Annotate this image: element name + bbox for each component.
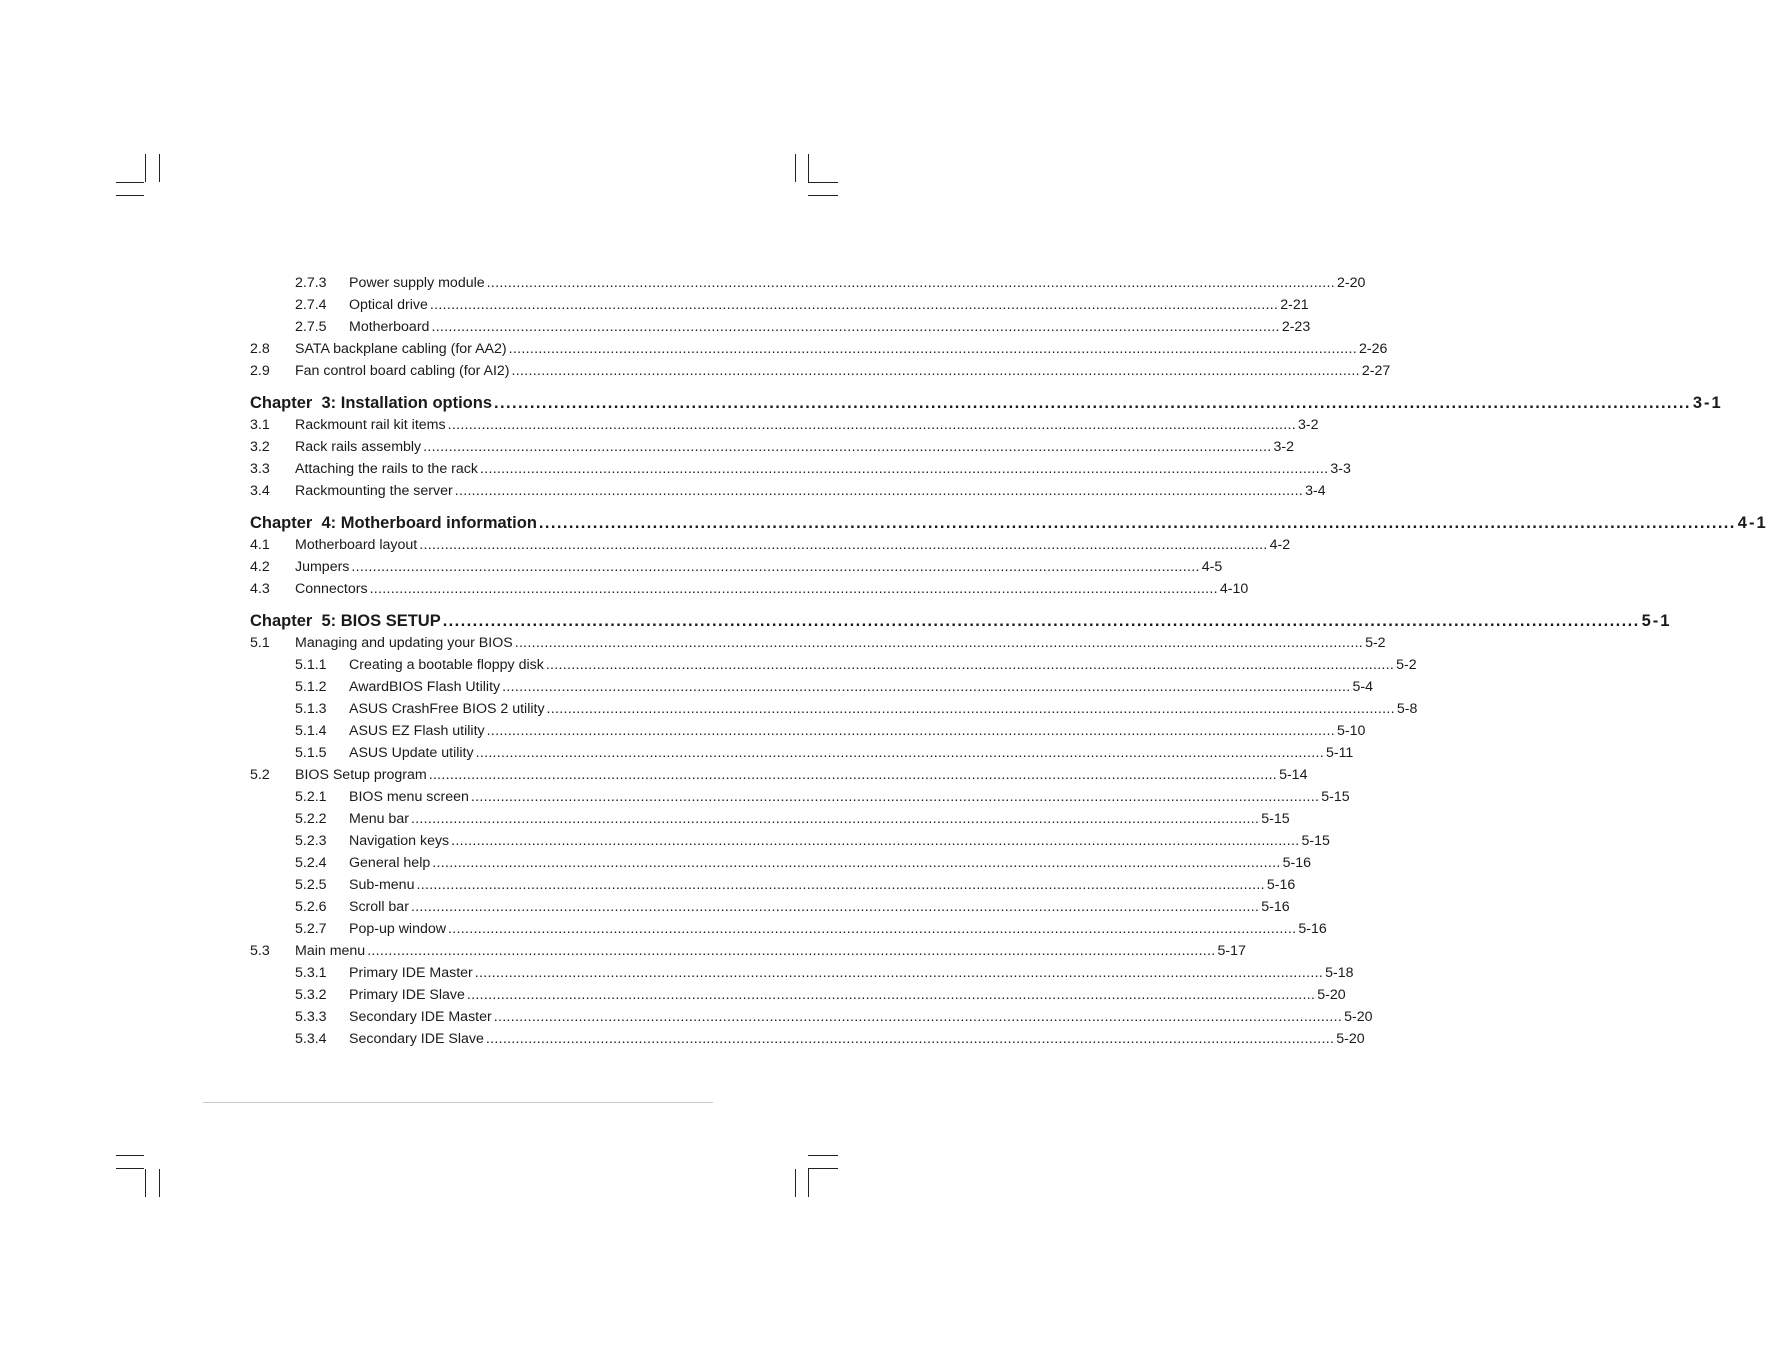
toc-dot-leader: ........................................................................................................................................................................................................ xyxy=(369,581,1218,597)
toc-dot-leader: ........................................................................................................................................................................................................ xyxy=(502,679,1351,695)
toc-entry-title: Chapter 4: Motherboard information xyxy=(250,514,537,532)
toc-dot-leader: ........................................................................................................................................................................................................ xyxy=(546,701,1395,717)
table-of-contents xyxy=(250,272,1768,1050)
toc-entry-title: Motherboard layout xyxy=(295,537,418,553)
toc-entry-row xyxy=(349,294,1309,316)
toc-section-number: 5.2.6 xyxy=(295,899,327,915)
toc-dot-leader: ........................................................................................................................................................................................................ xyxy=(538,514,1736,532)
toc-entry-row xyxy=(349,720,1366,742)
toc-section-number: 2.8 xyxy=(250,341,270,357)
toc-entry[interactable] xyxy=(250,808,1290,830)
toc-entry-row xyxy=(295,632,1386,654)
toc-dot-leader: ........................................................................................................................................................................................................ xyxy=(508,341,1357,357)
toc-entry-row xyxy=(295,414,1319,436)
toc-entry-row xyxy=(349,852,1312,874)
toc-page-number: 3-2 xyxy=(1297,417,1319,433)
toc-dot-leader: ........................................................................................................................................................................................................ xyxy=(442,612,1640,630)
toc-section-number: 5.2.3 xyxy=(295,833,327,849)
toc-entry-row xyxy=(295,436,1295,458)
toc-page-number: 5-20 xyxy=(1344,1009,1373,1025)
toc-entry-row xyxy=(295,338,1388,360)
toc-dot-leader: ........................................................................................................................................................................................................ xyxy=(432,855,1281,871)
toc-page-number: 4-2 xyxy=(1269,537,1291,553)
toc-dot-leader: ........................................................................................................................................................................................................ xyxy=(416,877,1265,893)
toc-section-number: 3.3 xyxy=(250,461,270,477)
toc-entry-row xyxy=(349,786,1350,808)
toc-entry-row xyxy=(349,676,1373,698)
toc-entry-title: Main menu xyxy=(295,943,366,959)
toc-entry-title: Sub-menu xyxy=(349,877,415,893)
toc-dot-leader: ........................................................................................................................................................................................................ xyxy=(448,921,1297,937)
toc-entry-row xyxy=(250,610,1672,632)
toc-section-number: 5.1.4 xyxy=(295,723,327,739)
toc-page-number: 5-20 xyxy=(1336,1031,1365,1047)
toc-entry-title: Rackmount rail kit items xyxy=(295,417,446,433)
toc-section-number: 3.2 xyxy=(250,439,270,455)
toc-entry[interactable] xyxy=(250,940,1246,962)
footer-rule xyxy=(203,1102,713,1103)
toc-page-number: 4-10 xyxy=(1219,581,1249,597)
toc-page-number: 5-2 xyxy=(1365,635,1386,651)
toc-entry-title: Scroll bar xyxy=(349,899,409,915)
toc-page-number: 5-4 xyxy=(1352,679,1373,695)
toc-entry-title: Power supply module xyxy=(349,275,485,291)
toc-section-number: 5.3.1 xyxy=(295,965,327,981)
toc-dot-leader: ........................................................................................................................................................................................................ xyxy=(474,965,1324,981)
toc-dot-leader: ........................................................................................................................................................................................................ xyxy=(419,537,1268,553)
toc-entry-title: SATA backplane cabling (for AA2) xyxy=(295,341,507,357)
toc-section-number: 5.1 xyxy=(250,635,270,651)
toc-entry-row xyxy=(349,272,1366,294)
toc-dot-leader: ........................................................................................................................................................................................................ xyxy=(451,833,1300,849)
toc-entry-title: BIOS menu screen xyxy=(349,789,469,805)
toc-entry-title: Motherboard xyxy=(349,319,430,335)
toc-entry-title: Menu bar xyxy=(349,811,409,827)
toc-section-number: 2.7.4 xyxy=(295,297,327,313)
toc-entry-title: Connectors xyxy=(295,581,368,597)
toc-entry-row xyxy=(295,764,1308,786)
toc-entry-title: Chapter 5: BIOS SETUP xyxy=(250,612,441,630)
toc-entry[interactable] xyxy=(250,786,1350,808)
toc-page-number: 3-1 xyxy=(1692,394,1723,412)
toc-dot-leader: ........................................................................................................................................................................................................ xyxy=(454,483,1304,499)
toc-entry-title: Navigation keys xyxy=(349,833,450,849)
toc-entry-row xyxy=(295,534,1291,556)
toc-section-number: 3.1 xyxy=(250,417,270,433)
toc-section-number: 5.2.1 xyxy=(295,789,327,805)
toc-dot-leader: ........................................................................................................................................................................................................ xyxy=(466,987,1316,1003)
toc-entry[interactable] xyxy=(250,654,1417,676)
toc-page-number: 5-18 xyxy=(1325,965,1354,981)
toc-entry[interactable] xyxy=(250,1028,1365,1050)
toc-page-number: 2-26 xyxy=(1358,341,1388,357)
toc-page-number: 5-11 xyxy=(1325,745,1354,761)
toc-chapter-heading[interactable] xyxy=(250,392,1723,414)
toc-entry-row xyxy=(349,874,1296,896)
toc-page-number: 5-2 xyxy=(1396,657,1417,673)
toc-section-number: 5.1.2 xyxy=(295,679,327,695)
toc-dot-leader: ........................................................................................................................................................................................................ xyxy=(545,657,1395,673)
toc-section-number: 2.7.5 xyxy=(295,319,327,335)
toc-section-number: 3.4 xyxy=(250,483,270,499)
toc-entry-row xyxy=(250,512,1768,534)
toc-entry-title: General help xyxy=(349,855,431,871)
toc-page-number: 2-21 xyxy=(1280,297,1309,313)
toc-page-number: 5-8 xyxy=(1396,701,1418,717)
toc-entry-row xyxy=(349,1006,1373,1028)
toc-entry[interactable] xyxy=(250,578,1249,600)
toc-entry-title: ASUS CrashFree BIOS 2 utility xyxy=(349,701,545,717)
toc-entry[interactable] xyxy=(250,480,1326,502)
toc-section-number: 4.1 xyxy=(250,537,270,553)
toc-entry-row xyxy=(349,962,1354,984)
toc-entry-title: ASUS EZ Flash utility xyxy=(349,723,485,739)
toc-dot-leader: ........................................................................................................................................................................................................ xyxy=(410,811,1260,827)
toc-entry-row xyxy=(349,918,1327,940)
toc-page-number: 4-5 xyxy=(1201,559,1223,575)
toc-entry-row xyxy=(349,698,1418,720)
toc-page-number: 5-14 xyxy=(1279,767,1308,783)
toc-entry[interactable] xyxy=(250,830,1330,852)
toc-entry-row xyxy=(295,480,1326,502)
toc-entry-title: Attaching the rails to the rack xyxy=(295,461,478,477)
toc-dot-leader: ........................................................................................................................................................................................................ xyxy=(479,461,1329,477)
toc-entry[interactable] xyxy=(250,984,1346,1006)
toc-entry-row xyxy=(295,360,1391,382)
toc-entry-title: Creating a bootable floppy disk xyxy=(349,657,544,673)
toc-dot-leader: ........................................................................................................................................................................................................ xyxy=(431,319,1280,335)
toc-entry[interactable] xyxy=(250,458,1351,480)
toc-page-number: 5-15 xyxy=(1261,811,1290,827)
toc-section-number: 5.3.4 xyxy=(295,1031,327,1047)
toc-page-number: 2-27 xyxy=(1361,363,1391,379)
toc-entry[interactable] xyxy=(250,360,1391,382)
toc-entry[interactable] xyxy=(250,698,1418,720)
toc-section-number: 5.2.7 xyxy=(295,921,327,937)
toc-entry-title: Chapter 3: Installation options xyxy=(250,394,493,412)
toc-section-number: 5.3.3 xyxy=(295,1009,327,1025)
toc-entry-row xyxy=(349,808,1290,830)
toc-entry-title: Rackmounting the server xyxy=(295,483,453,499)
toc-entry-row xyxy=(349,742,1354,764)
toc-entry[interactable] xyxy=(250,676,1373,698)
toc-entry-row xyxy=(349,830,1330,852)
toc-entry-row xyxy=(295,556,1223,578)
toc-entry-title: Optical drive xyxy=(349,297,428,313)
toc-entry[interactable] xyxy=(250,338,1388,360)
toc-entry-row xyxy=(349,654,1417,676)
toc-dot-leader: ........................................................................................................................................................................................................ xyxy=(475,745,1324,761)
toc-entry[interactable] xyxy=(250,962,1354,984)
toc-dot-leader: ........................................................................................................................................................................................................ xyxy=(511,363,1360,379)
toc-dot-leader: ........................................................................................................................................................................................................ xyxy=(423,439,1272,455)
toc-section-number: 5.3.2 xyxy=(295,987,327,1003)
toc-entry-title: Managing and updating your BIOS xyxy=(295,635,513,651)
toc-dot-leader: ........................................................................................................................................................................................................ xyxy=(514,635,1364,651)
toc-dot-leader: ........................................................................................................................................................................................................ xyxy=(470,789,1320,805)
toc-entry-title: Primary IDE Slave xyxy=(349,987,465,1003)
toc-dot-leader: ........................................................................................................................................................................................................ xyxy=(493,1009,1343,1025)
toc-entry-row xyxy=(349,896,1290,918)
toc-entry-title: Secondary IDE Master xyxy=(349,1009,492,1025)
toc-entry-title: BIOS Setup program xyxy=(295,767,427,783)
toc-page-number: 3-3 xyxy=(1330,461,1351,477)
toc-section-number: 4.3 xyxy=(250,581,270,597)
toc-entry[interactable] xyxy=(250,1006,1373,1028)
toc-chapter-heading[interactable] xyxy=(250,512,1768,534)
toc-entry-title: Pop-up window xyxy=(349,921,447,937)
toc-section-number: 5.1.3 xyxy=(295,701,327,717)
toc-page-number: 3-4 xyxy=(1305,483,1326,499)
toc-entry-title: AwardBIOS Flash Utility xyxy=(349,679,501,695)
toc-entry[interactable] xyxy=(250,294,1309,316)
toc-entry[interactable] xyxy=(250,852,1312,874)
toc-entry[interactable] xyxy=(250,764,1308,786)
toc-section-number: 5.1.1 xyxy=(295,657,327,673)
toc-section-number: 5.2 xyxy=(250,767,270,783)
toc-entry[interactable] xyxy=(250,742,1354,764)
toc-page-number: 5-16 xyxy=(1261,899,1290,915)
toc-section-number: 5.3 xyxy=(250,943,270,959)
toc-entry[interactable] xyxy=(250,534,1291,556)
toc-entry-title: Rack rails assembly xyxy=(295,439,422,455)
toc-section-number: 5.2.2 xyxy=(295,811,327,827)
toc-dot-leader: ........................................................................................................................................................................................................ xyxy=(494,394,1691,412)
toc-entry[interactable] xyxy=(250,918,1327,940)
toc-dot-leader: ........................................................................................................................................................................................................ xyxy=(429,297,1279,313)
toc-page-number: 4-1 xyxy=(1737,514,1768,532)
toc-entry[interactable] xyxy=(250,874,1296,896)
toc-page-number: 2-20 xyxy=(1337,275,1366,291)
toc-entry[interactable] xyxy=(250,896,1290,918)
toc-entry-title: ASUS Update utility xyxy=(349,745,474,761)
toc-entry-title: Fan control board cabling (for AI2) xyxy=(295,363,510,379)
toc-entry[interactable] xyxy=(250,556,1223,578)
toc-entry[interactable] xyxy=(250,414,1319,436)
toc-section-number: 4.2 xyxy=(250,559,270,575)
toc-entry[interactable] xyxy=(250,436,1295,458)
toc-entry[interactable] xyxy=(250,272,1366,294)
toc-dot-leader: ........................................................................................................................................................................................................ xyxy=(486,275,1335,291)
toc-entry-row xyxy=(295,940,1246,962)
toc-page-number: 5-15 xyxy=(1321,789,1350,805)
toc-entry[interactable] xyxy=(250,720,1366,742)
toc-dot-leader: ........................................................................................................................................................................................................ xyxy=(367,943,1216,959)
toc-page-number: 5-16 xyxy=(1282,855,1312,871)
toc-dot-leader: ........................................................................................................................................................................................................ xyxy=(447,417,1296,433)
toc-page-number: 5-15 xyxy=(1301,833,1330,849)
toc-entry-row xyxy=(250,392,1723,414)
toc-page-number: 5-17 xyxy=(1217,943,1246,959)
toc-entry-row xyxy=(349,316,1311,338)
toc-page-number: 5-1 xyxy=(1641,612,1672,630)
toc-dot-leader: ........................................................................................................................................................................................................ xyxy=(485,1031,1335,1047)
toc-page-number: 5-16 xyxy=(1298,921,1327,937)
toc-entry-row xyxy=(349,984,1346,1006)
toc-entry-title: Secondary IDE Slave xyxy=(349,1031,484,1047)
toc-section-number: 5.1.5 xyxy=(295,745,327,761)
toc-page-number: 3-2 xyxy=(1273,439,1295,455)
toc-dot-leader: ........................................................................................................................................................................................................ xyxy=(351,559,1200,575)
toc-entry-title: Jumpers xyxy=(295,559,350,575)
toc-section-number: 2.9 xyxy=(250,363,270,379)
toc-section-number: 5.2.5 xyxy=(295,877,327,893)
toc-page-number: 5-20 xyxy=(1317,987,1346,1003)
toc-entry[interactable] xyxy=(250,316,1311,338)
toc-page-number: 2-23 xyxy=(1281,319,1311,335)
toc-chapter-heading[interactable] xyxy=(250,610,1672,632)
toc-dot-leader: ........................................................................................................................................................................................................ xyxy=(410,899,1260,915)
toc-page-number: 5-10 xyxy=(1336,723,1366,739)
toc-section-number: 5.2.4 xyxy=(295,855,327,871)
toc-dot-leader: ........................................................................................................................................................................................................ xyxy=(486,723,1335,739)
toc-page-number: 5-16 xyxy=(1266,877,1296,893)
toc-entry-row xyxy=(349,1028,1365,1050)
toc-entry-title: Primary IDE Master xyxy=(349,965,473,981)
toc-entry-row xyxy=(295,458,1351,480)
toc-entry-row xyxy=(295,578,1249,600)
toc-entry[interactable] xyxy=(250,632,1386,654)
toc-section-number: 2.7.3 xyxy=(295,275,327,291)
toc-dot-leader: ........................................................................................................................................................................................................ xyxy=(428,767,1278,783)
